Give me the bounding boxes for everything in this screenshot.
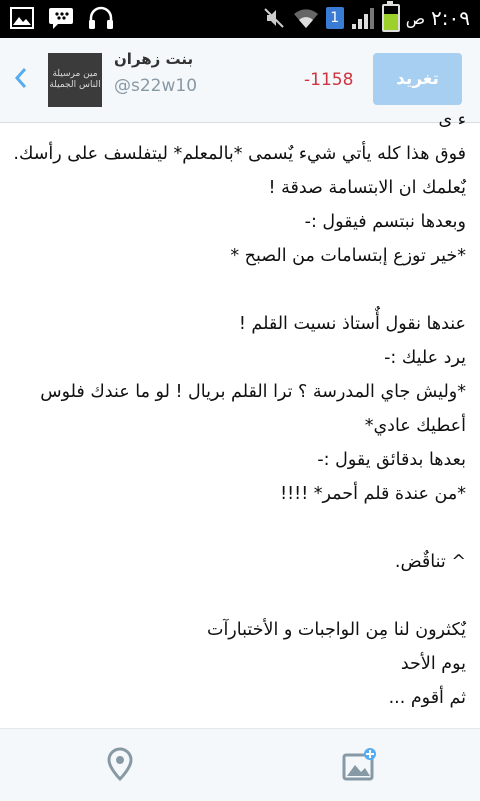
battery-icon <box>382 4 400 32</box>
headphones-icon <box>88 6 114 30</box>
status-ampm: ص <box>405 8 426 28</box>
image-icon <box>10 7 34 29</box>
avatar-text: مين مرسيلة الناس الجميلة <box>49 69 101 90</box>
location-pin-icon[interactable] <box>106 747 134 781</box>
sim-slot-badge: 1 <box>326 7 344 29</box>
wifi-icon <box>292 6 320 30</box>
character-count: -1158 <box>304 70 354 90</box>
status-left-icons <box>10 6 114 30</box>
status-bar <box>0 0 480 38</box>
status-right-icons <box>262 4 470 32</box>
mute-icon <box>262 6 286 30</box>
compose-bottom-bar <box>0 728 480 801</box>
avatar[interactable] <box>48 53 102 107</box>
bbm-icon <box>48 6 74 30</box>
add-photo-icon[interactable] <box>342 747 378 781</box>
compose-text-area[interactable] <box>0 110 480 728</box>
display-name: بنت زهران <box>114 50 194 68</box>
tweet-text[interactable]: ء ى فوق هذا كله يأتي شيء يٌسمى *بالمعلم* ليتفلسف على رأسك. يٌعلمك ان الابتسامة صدقة ! وبعدها نبتسم فيقول :- *خير توزع إبتسامات من الصبح * عندها نقول أٌستاذ نسيت القلم ! يرد عليك :- *وليش جاي المدرسة ؟ ترا القلم بريال ! لو ما عندك فلوس أعطيك عادي* بعدها بدقائق يقول :- *من عندة قلم أحمر* !!!! ^ تناقٌض. يٌكثرون لنا مِن الواجبات و الأختبارآت يوم الأحد ثم أقوم ... <box>13 110 466 708</box>
back-chevron-icon[interactable] <box>14 66 28 96</box>
signal-icon <box>350 6 376 30</box>
tweet-button[interactable]: تغريد <box>373 53 462 105</box>
status-time: ٢:٠٩ <box>431 6 470 30</box>
user-handle: @s22w10 <box>114 76 198 96</box>
